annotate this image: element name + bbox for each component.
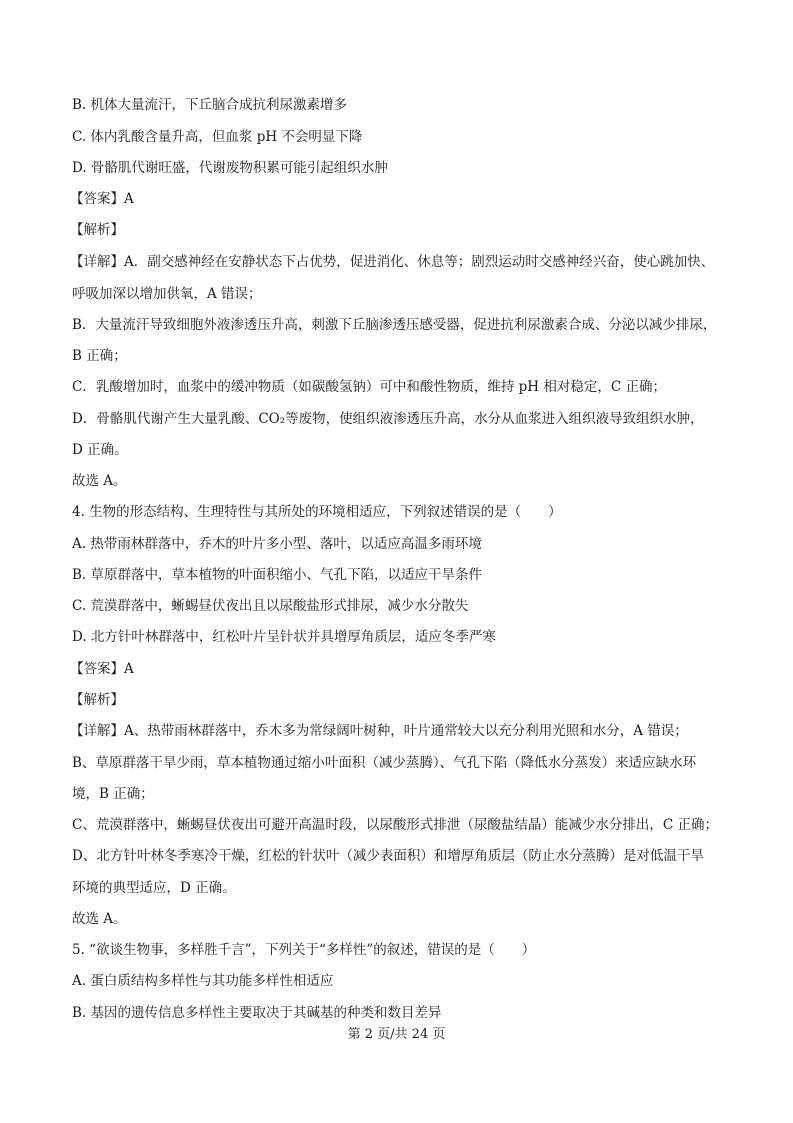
- option-a-q4: A. 热带雨林群落中，乔木的叶片多小型、落叶，以适应高温多雨环境: [72, 536, 482, 552]
- option-c-q3: C. 体内乳酸含量升高，但血浆 pH 不会明显下降: [72, 129, 363, 145]
- detail-line: B 正确；: [72, 348, 127, 364]
- option-a-q5: A. 蛋白质结构多样性与其功能多样性相适应: [72, 973, 334, 989]
- option-b-q4: B. 草原群落中，草本植物的叶面积缩小、气孔下陷，以适应干旱条件: [72, 567, 483, 583]
- detail-line: 境，B 正确；: [72, 786, 154, 802]
- detail-line: 【详解】A．副交感神经在安静状态下占优势，促进消化、休息等；剧烈运动时交感神经兴奋，使心跳加快、: [70, 254, 715, 270]
- page-number-footer: 第 2 页/共 24 页: [347, 1027, 446, 1042]
- detail-line: B、草原群落干旱少雨，草本植物通过缩小叶面积（减少蒸腾）、气孔下陷（降低水分蒸发）来适应缺水环: [72, 755, 697, 771]
- detail-line: D、北方针叶林冬季寒冷干燥，红松的针状叶（减少表面积）和增厚角质层（防止水分蒸腾）是对低温干旱: [72, 848, 704, 864]
- option-d-q3: D. 骨骼肌代谢旺盛，代谢废物积累可能引起组织水肿: [72, 160, 388, 176]
- question-4-stem: 4. 生物的形态结构、生理特性与其所处的环境相适应，下列叙述错误的是（ ）: [72, 504, 562, 520]
- question-5-stem: 5. “欲谈生物事，多样胜千言”，下列关于“多样性”的叙述，错误的是（ ）: [72, 942, 536, 958]
- option-b-q3: B. 机体大量流汗，下丘脑合成抗利尿激素增多: [72, 97, 348, 113]
- analysis-label-q3: 【解析】: [70, 222, 124, 238]
- conclusion-q4: 故选 A。: [72, 911, 127, 927]
- option-d-q4: D. 北方针叶林群落中，红松叶片呈针状并具增厚角质层，适应冬季严寒: [72, 629, 496, 645]
- conclusion-q3: 故选 A。: [72, 473, 127, 489]
- detail-line: B．大量流汗导致细胞外液渗透压升高，刺激下丘脑渗透压感受器，促进抗利尿激素合成、分泌以减少排尿，: [72, 317, 717, 333]
- option-c-q4: C. 荒漠群落中，蜥蜴昼伏夜出且以尿酸盐形式排尿，减少水分散失: [72, 598, 469, 614]
- option-b-q5: B. 基因的遗传信息多样性主要取决于其碱基的种类和数目差异: [72, 1005, 442, 1021]
- analysis-label-q4: 【解析】: [70, 692, 124, 708]
- answer-label-q4: 【答案】A: [70, 661, 134, 677]
- detail-line: 【详解】A、热带雨林群落中，乔木多为常绿阔叶树种，叶片通常较大以充分利用光照和水分，A 错误；: [70, 723, 688, 739]
- detail-line: C、荒漠群落中，蜥蜴昼伏夜出可避开高温时段，以尿酸形式排泄（尿酸盐结晶）能减少水分排出，C 正确；: [72, 817, 718, 833]
- detail-line: 环境的典型适应，D 正确。: [72, 880, 236, 896]
- detail-line: D 正确。: [72, 442, 128, 458]
- detail-line: D．骨骼肌代谢产生大量乳酸、CO₂等废物，使组织液渗透压升高，水分从血浆进入组织液导致组织水肿，: [72, 411, 704, 427]
- detail-line: 呼吸加深以增加供氧，A 错误；: [72, 286, 262, 302]
- detail-line: C．乳酸增加时，血浆中的缓冲物质（如碳酸氢钠）可中和酸性物质，维持 pH 相对稳定，C 正确；: [72, 379, 666, 395]
- answer-label-q3: 【答案】A: [70, 191, 134, 207]
